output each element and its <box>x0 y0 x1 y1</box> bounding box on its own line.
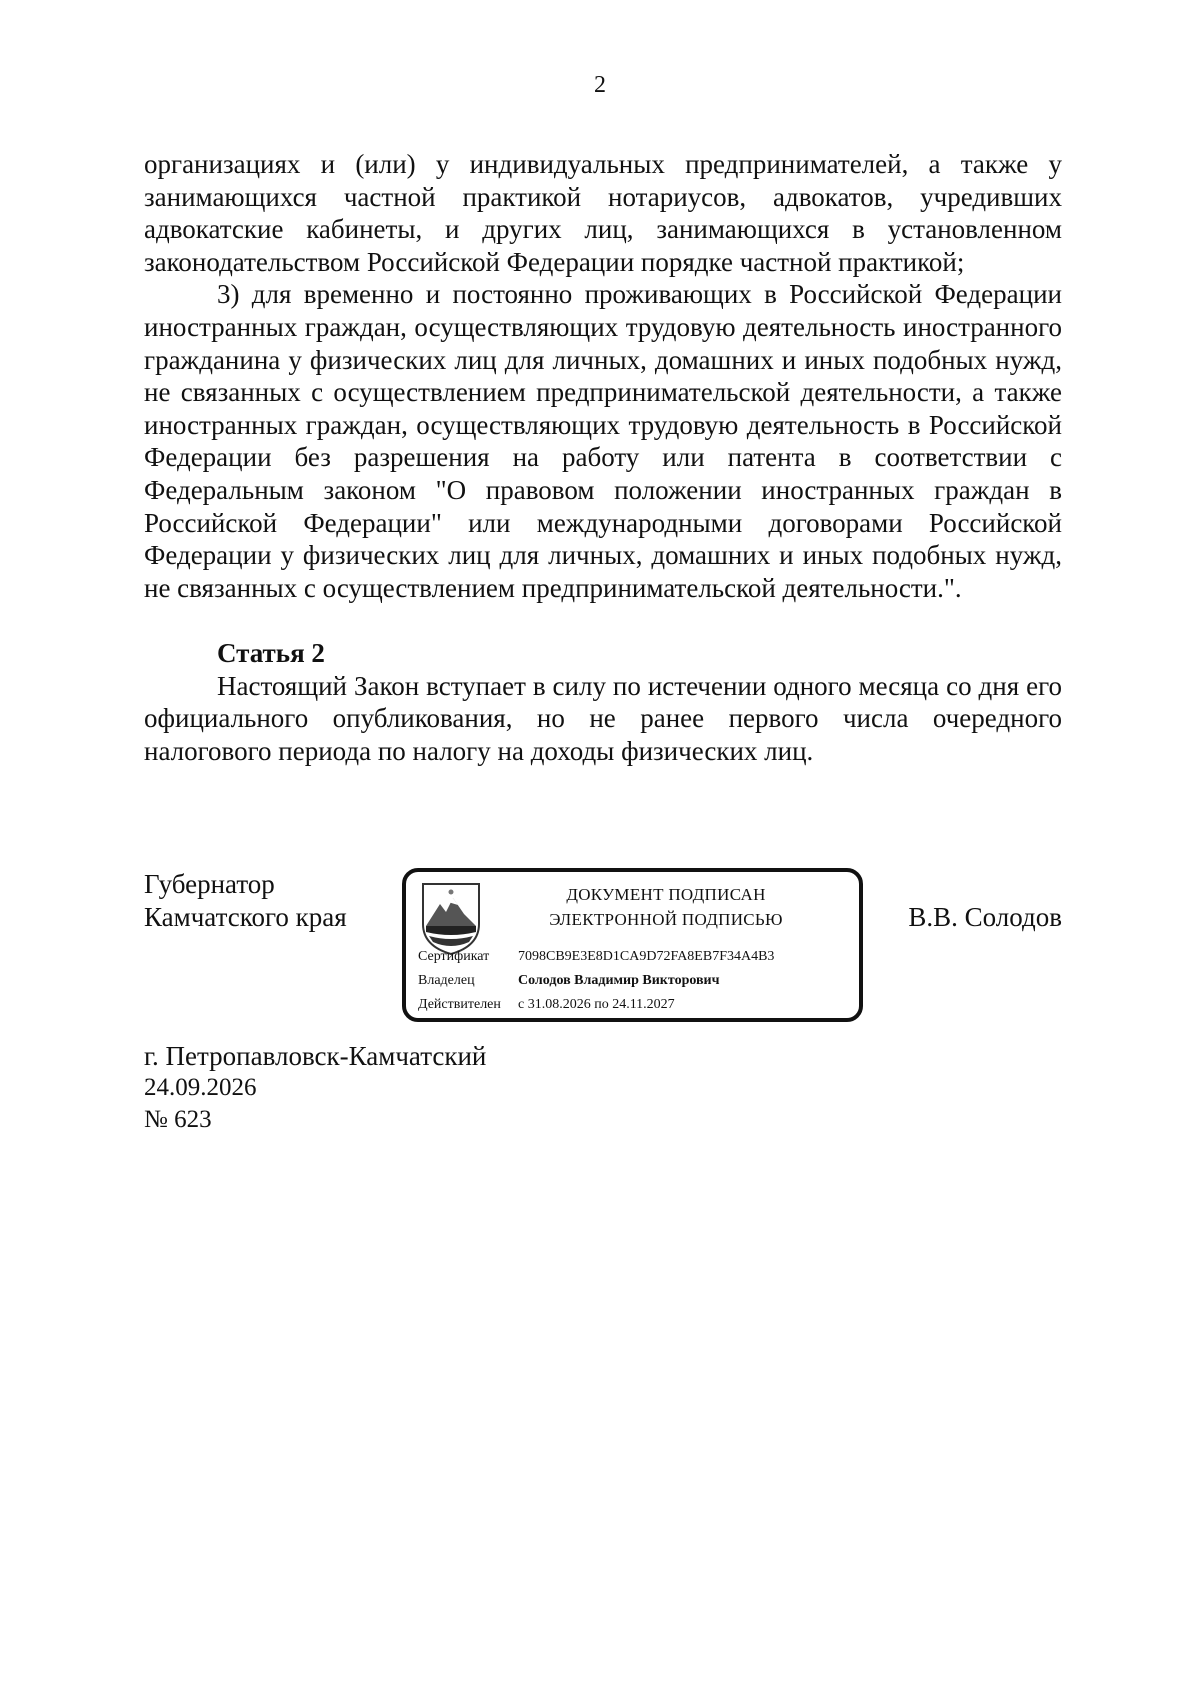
article-heading: Статья 2 <box>217 637 325 668</box>
owner-label: Владелец <box>418 973 475 988</box>
signature-block <box>144 868 1062 1028</box>
stamp-header-line2: ЭЛЕКТРОННОЙ ПОДПИСЬЮ <box>549 910 783 929</box>
page-number: 2 <box>594 72 606 98</box>
certificate-value: 7098CB9E3E8D1CA9D72FA8EB7F34A4B3 <box>518 949 775 964</box>
paragraph-item-3: 3) для временно и постоянно проживающих в Российской Федерации иностранных граждан, осуществляющих трудовую деятельность иностранного гражданина у физических лиц для личных, домашних и иных подобных нужд, не связанных с осуществлением предпринимательской деятельности, а также иностранных граждан, осуществляющих трудовую деятельность в Российской Федерации без разрешения на работу или патента в соответствии с Федеральным законом "О правовом положении иностранных граждан в Российской Федерации" или международными договорами Российской Федерации у физических лиц для личных, домашних и иных подобных нужд, не связанных с осуществлением предпринимательской деятельности.". <box>144 279 1062 603</box>
validity-label: Действителен <box>418 997 501 1012</box>
article-2-text: Настоящий Закон вступает в силу по истечении одного месяца со дня его официального опубликования, но не ранее первого числа очередного налогового периода по налогу на доходы физических лиц. <box>144 670 1062 766</box>
paragraph-continuation: организациях и (или) у индивидуальных предпринимателей, а также у занимающихся частной практикой нотариусов, адвокатов, учредивших адвокатские кабинеты, и других лиц, занимающихся в установленном законодательством Российской Федерации порядке частной практикой; <box>144 149 1062 277</box>
governor-name: В.В. Солодов <box>908 901 1062 932</box>
governor-title <box>144 868 347 933</box>
document-date: 24.09.2026 <box>144 1074 257 1101</box>
document-number: № 623 <box>144 1106 212 1133</box>
governor-title-line2: Камчатского края <box>144 901 347 932</box>
document-footer <box>144 1040 486 1136</box>
governor-title-line1: Губернатор <box>144 869 275 899</box>
certificate-label: Сертификат <box>418 949 490 964</box>
stamp-validity-row <box>418 996 675 1014</box>
document-body <box>144 148 1062 767</box>
validity-value: с 31.08.2026 по 24.11.2027 <box>518 997 675 1012</box>
stamp-header <box>496 882 836 932</box>
stamp-header-line1: ДОКУМЕНТ ПОДПИСАН <box>566 885 766 904</box>
stamp-owner-row <box>418 972 720 990</box>
kamchatka-coat-of-arms-icon <box>420 880 482 956</box>
stamp-certificate-row <box>418 948 774 966</box>
owner-value: Солодов Владимир Викторович <box>518 973 720 988</box>
electronic-signature-stamp <box>402 868 863 1022</box>
place-of-signing: г. Петропавловск-Камчатский <box>144 1041 487 1071</box>
